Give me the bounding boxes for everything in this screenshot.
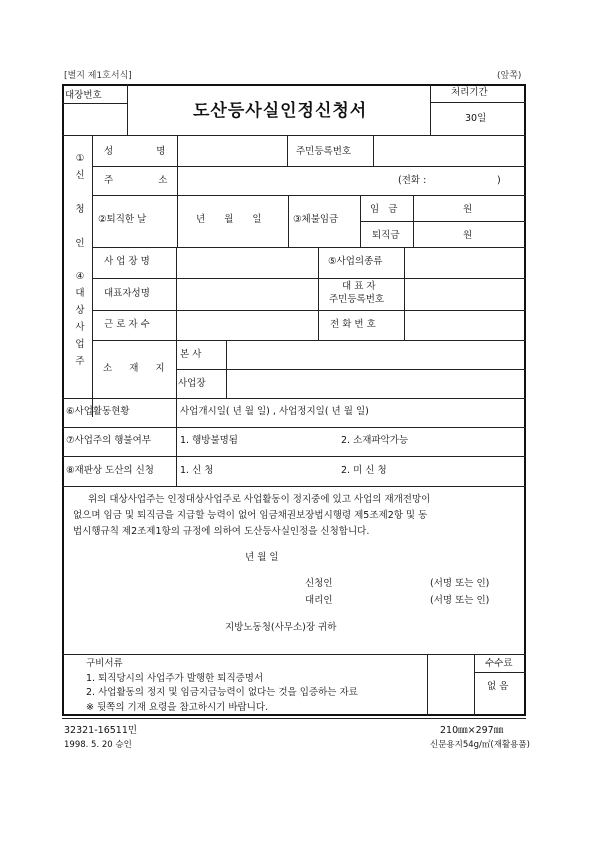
wage-label: 임 금	[370, 204, 398, 215]
processing-period-value: 30일	[465, 113, 487, 124]
address-label: 주 소	[104, 175, 168, 186]
employer-opt2: 2. 소재파악가능	[341, 435, 409, 446]
severance-label: 퇴직금	[372, 230, 400, 241]
ledger-number-label: 대장번호	[65, 90, 102, 101]
name-label: 성 명	[104, 146, 166, 157]
applicant-sign-label: 신청인	[305, 578, 333, 589]
declaration-line-2: 없으며 임금 및 퇴직금을 지급할 능력이 없어 임금채권보장법시행령 제5조제2항 및 동	[73, 510, 428, 521]
retire-date-label: ②퇴직한 날	[98, 214, 147, 225]
workers-label: 근 로 자 수	[104, 319, 150, 330]
footer-approval: 1998. 5. 20 승인	[64, 740, 132, 750]
agent-sign-note: (서명 또는 인)	[430, 595, 490, 606]
wage-won: 원	[463, 204, 473, 215]
biz-type-label: ⑤사업의종류	[328, 256, 383, 267]
severance-won: 원	[463, 230, 473, 241]
footer-paper: 신문용지54g/㎡(재활용품)	[430, 740, 530, 750]
court-label: ⑧재판상 도산의 신청	[66, 465, 154, 476]
docs-item-2: 2. 사업활동의 정지 및 임금지급능력이 없다는 것을 입증하는 자료	[86, 687, 358, 698]
retire-date-value: 년 월 일	[196, 214, 262, 225]
docs-item-1: 1. 퇴직당시의 사업주가 발행한 퇴직증명서	[86, 673, 264, 684]
rrn-label: 주민등록번호	[296, 146, 352, 157]
business-section-label: ④ 대 상 사 업 주	[75, 271, 85, 367]
applicant-section-label: ① 신 청 인	[75, 153, 85, 249]
court-opt2: 2. 미 신 청	[341, 465, 387, 476]
biz-phone-label: 전 화 번 호	[330, 319, 376, 330]
court-opt1: 1. 신 청	[180, 465, 214, 476]
declaration-date: 년 월 일	[245, 552, 279, 563]
fee-label: 수수료	[485, 658, 513, 669]
rep-rrn-label-1: 대 표 자	[342, 281, 376, 292]
agent-sign-label: 대리인	[305, 595, 333, 606]
addressee: 지방노동청(사무소)장 귀하	[225, 622, 337, 633]
location-label: 소 재 지	[103, 363, 165, 374]
form-title: 도산등사실인정신청서	[193, 101, 368, 121]
declaration-line-1: 위의 대상사업주는 인정대상사업주로 사업활동이 정지중에 있고 사업의 재개전망이	[88, 494, 431, 505]
applicant-sign-note: (서명 또는 인)	[430, 578, 490, 589]
hq-label: 본 사	[180, 349, 202, 360]
rep-rrn-label-2: 주민등록번호	[329, 294, 385, 305]
employer-opt1: 1. 행방불명됨	[180, 435, 238, 446]
processing-period-label: 처리기간	[451, 87, 488, 98]
docs-title: 구비서류	[86, 658, 123, 669]
docs-note: ※ 뒷쪽의 기재 요령을 참고하시기 바랍니다.	[86, 702, 269, 713]
biz-name-label: 사 업 장 명	[104, 256, 150, 267]
fee-value: 없 음	[487, 681, 509, 692]
phone-close: )	[497, 175, 501, 186]
form-number: [별지 제1호서식]	[64, 71, 132, 81]
declaration-line-3: 법시행규칙 제2조제1항의 규정에 의하여 도산등사실인정을 신청합니다.	[73, 526, 370, 537]
footer-size: 210㎜×297㎜	[440, 725, 504, 736]
employer-label: ⑦사업주의 행불여부	[66, 435, 151, 446]
status-text: 사업개시일( 년 월 일) , 사업정지일( 년 월 일)	[180, 406, 369, 417]
status-label: ⑥사업활동현황	[66, 406, 130, 417]
unpaid-label: ③체불임금	[293, 214, 339, 225]
footer-code: 32321-16511민	[64, 725, 138, 736]
rep-name-label: 대표자성명	[104, 288, 150, 299]
phone-label: (전화 :	[398, 175, 427, 186]
page-side: (앞쪽)	[497, 71, 522, 81]
site-label: 사업장	[178, 378, 206, 389]
